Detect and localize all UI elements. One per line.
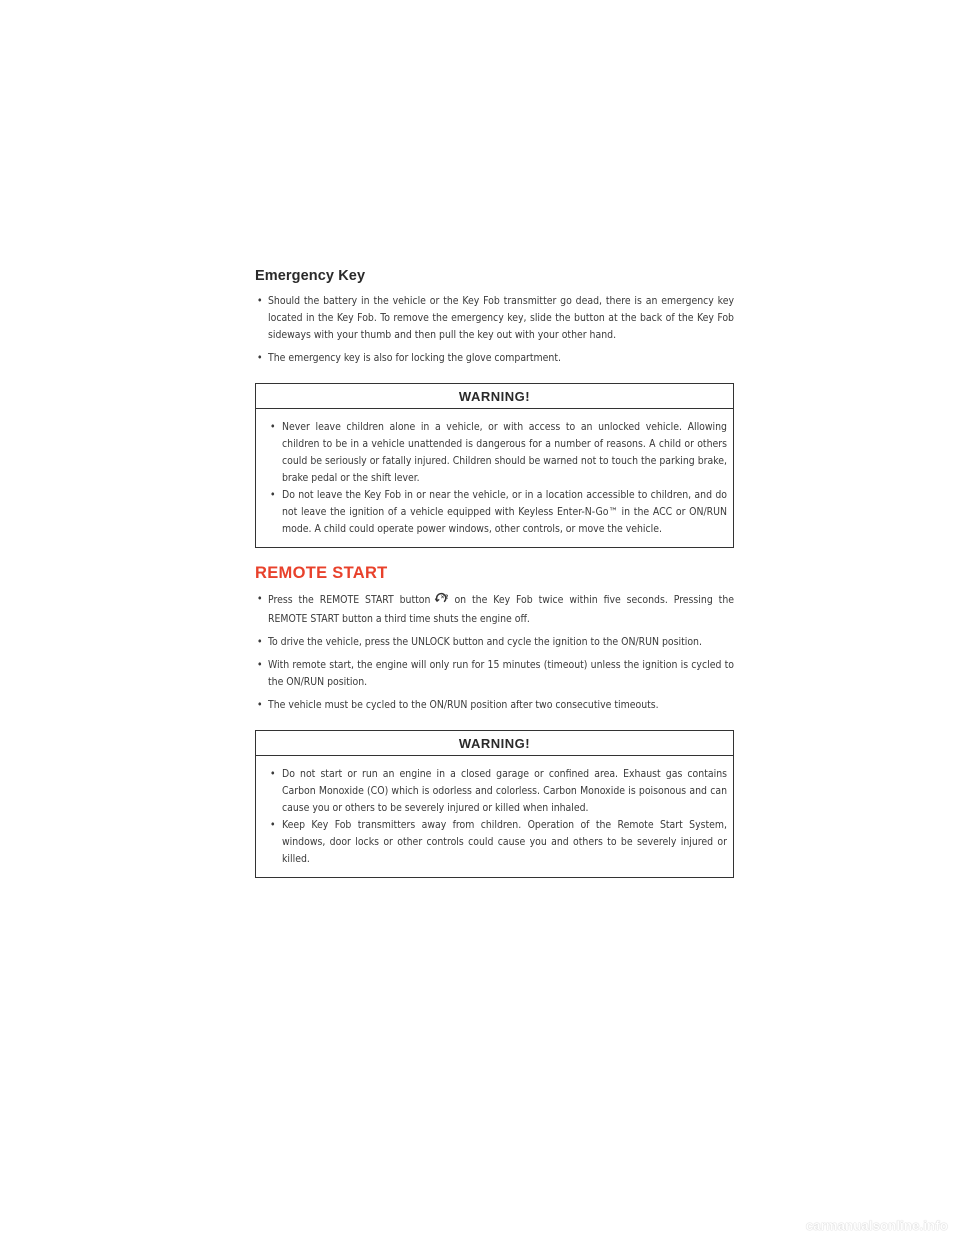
watermark: carmanualsonline.info: [805, 1218, 948, 1233]
remote-start-heading: REMOTE START: [255, 564, 388, 582]
svg-text:×2: ×2: [440, 594, 449, 601]
list-item: • Never leave children alone in a vehicle, or with access to an unlocked vehicle. Allowing children to be in a vehicle unattended is dangerous for a number of reasons. A child or others could be seriously or fatally injured. Children should be warned not to touch the parking brake, brake pedal or the shift lever.: [268, 419, 727, 487]
warning-title: WARNING!: [256, 731, 733, 756]
warning-body: [256, 756, 733, 877]
list-item: • To drive the vehicle, press the UNLOCK button and cycle the ignition to the ON/RUN position.: [255, 634, 734, 651]
warning-box-children: [255, 383, 734, 548]
remote-start-icon: [434, 591, 448, 611]
page-content: [255, 268, 734, 894]
remote-start-text-before: Press the REMOTE START button: [268, 594, 431, 606]
list-item: • Do not leave the Key Fob in or near the vehicle, or in a location accessible to children, and do not leave the ignition of a vehicle equipped with Keyless Enter-N-Go™ in the ACC or ON/RUN mode. A child could operate power windows, other controls, or move the vehicle.: [268, 487, 727, 538]
emergency-key-list: [255, 293, 734, 367]
list-item: [255, 591, 734, 628]
list-item: • The vehicle must be cycled to the ON/RUN position after two consecutive timeouts.: [255, 697, 734, 714]
warning-body: [256, 409, 733, 547]
warning-box-remote-start: [255, 730, 734, 878]
warning-list: [268, 419, 727, 538]
remote-start-list: [255, 591, 734, 714]
list-item: • Should the battery in the vehicle or the Key Fob transmitter go dead, there is an emergency key located in the Key Fob. To remove the emergency key, slide the button at the back of the Key Fob sideways with your thumb and then pull the key out with your other hand.: [255, 293, 734, 344]
warning-title: WARNING!: [256, 384, 733, 409]
emergency-key-heading: Emergency Key: [255, 268, 366, 284]
remote-start-text-after: on the Key Fob twice within five seconds. Pressing the REMOTE START button a third time shuts the engine off.: [268, 594, 735, 625]
list-item: • Keep Key Fob transmitters away from children. Operation of the Remote Start System, windows, door locks or other controls could cause you and others to be severely injured or killed.: [268, 817, 727, 868]
warning-list: [268, 766, 727, 868]
list-item: • With remote start, the engine will only run for 15 minutes (timeout) unless the ignition is cycled to the ON/RUN position.: [255, 657, 734, 691]
list-item: • Do not start or run an engine in a closed garage or confined area. Exhaust gas contains Carbon Monoxide (CO) which is odorless and colorless. Carbon Monoxide is poisonous and can cause you or others to be severely injured or killed when inhaled.: [268, 766, 727, 817]
list-item: • The emergency key is also for locking the glove compartment.: [255, 350, 734, 367]
